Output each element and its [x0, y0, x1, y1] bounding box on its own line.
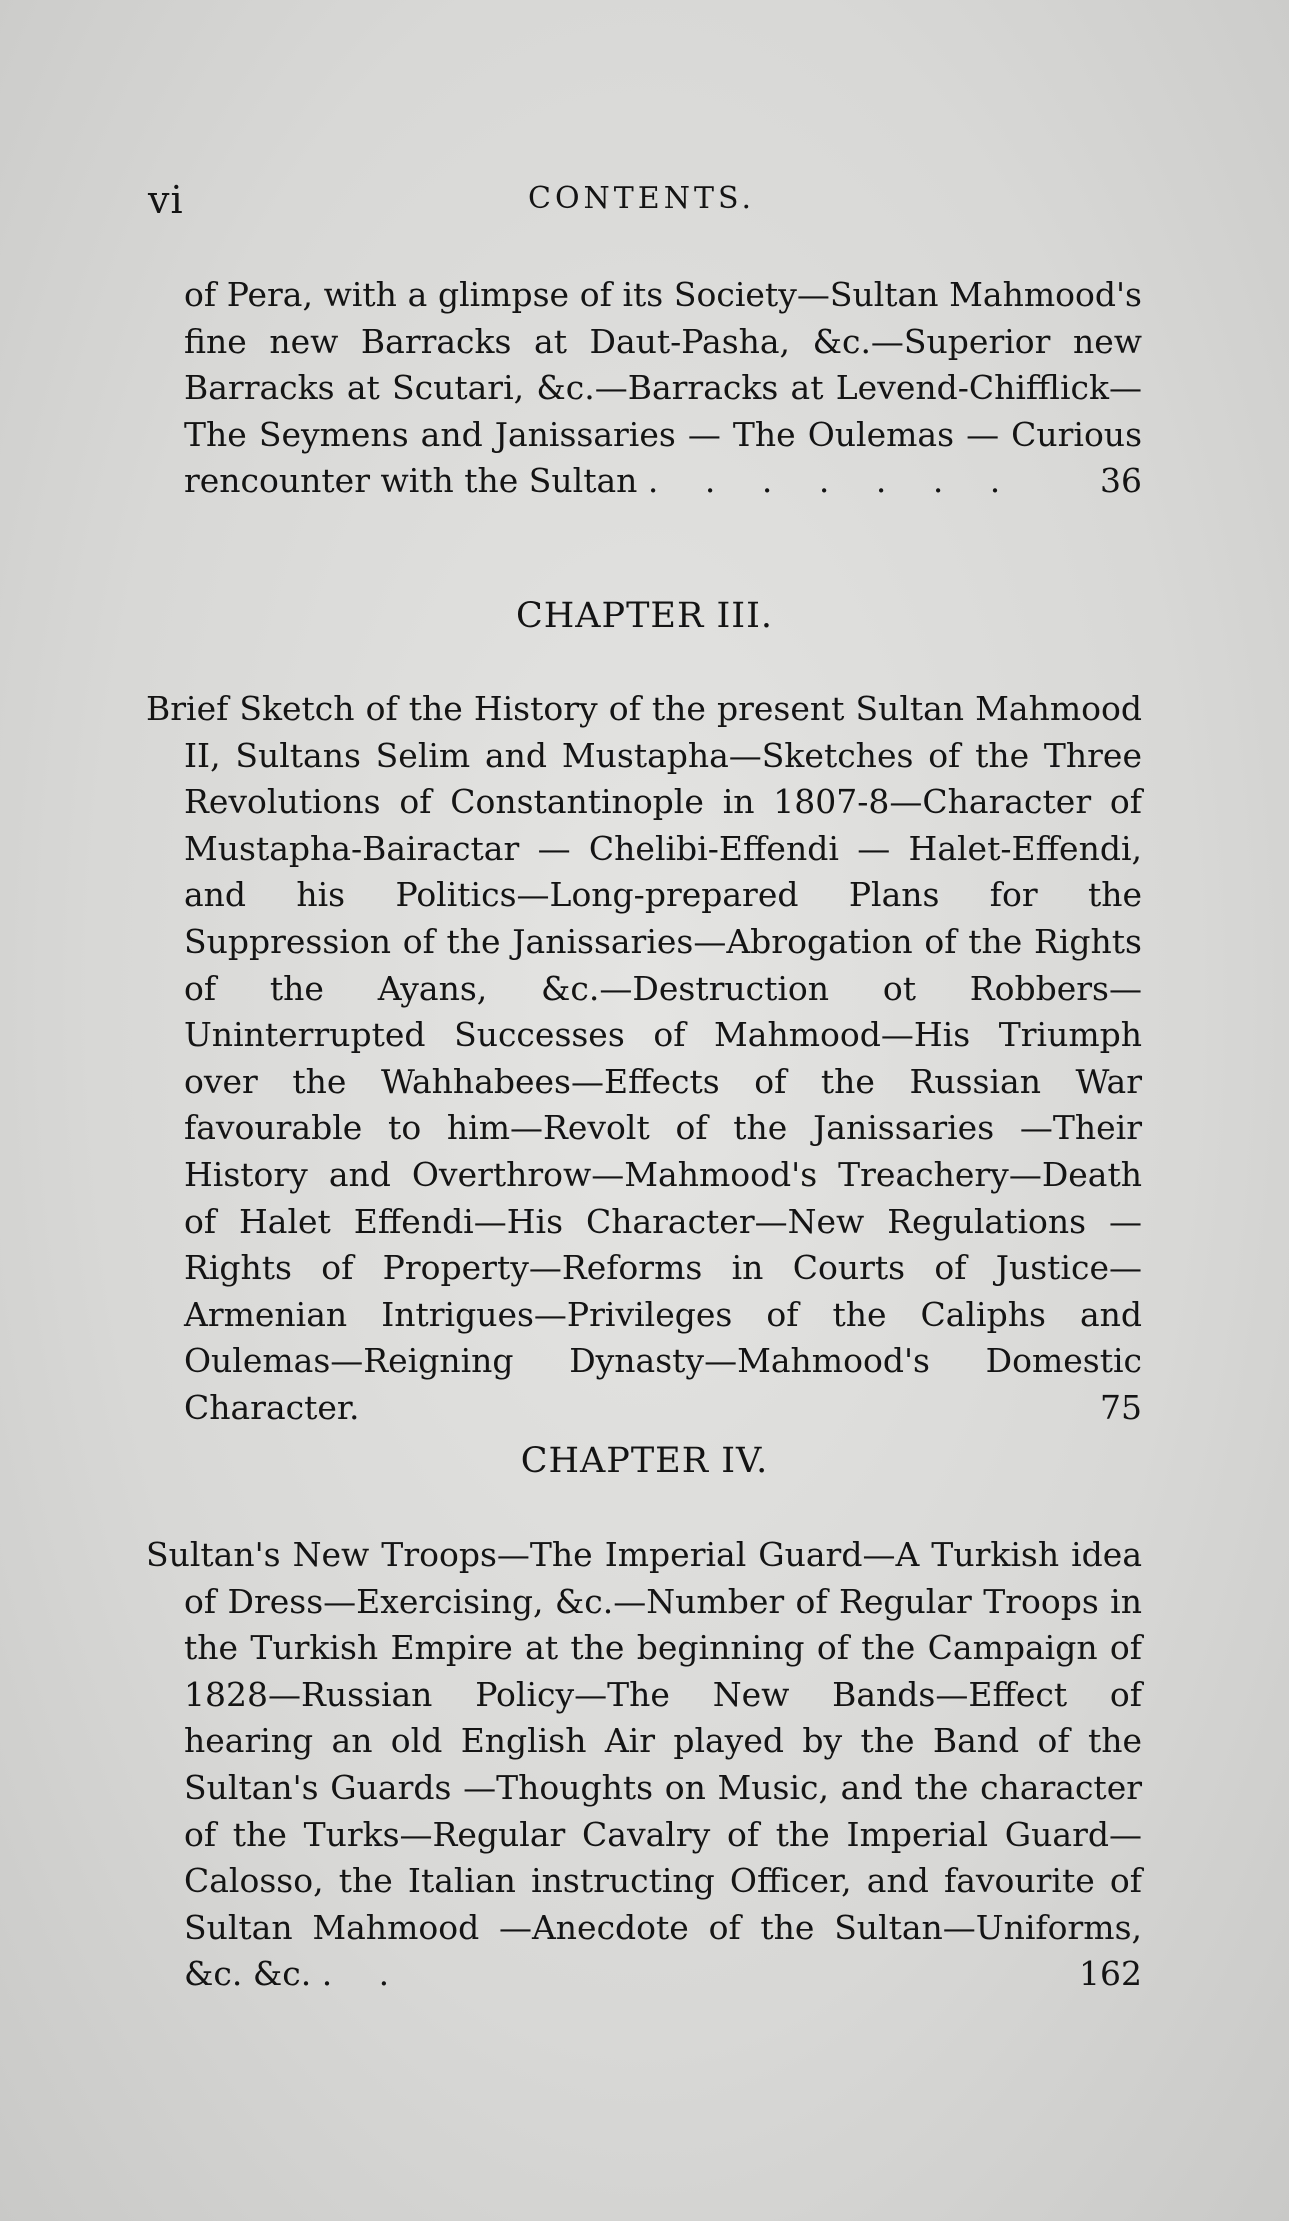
- page-number: vi: [148, 178, 184, 222]
- entry-text: Sultan's New Troops—The Imperial Guard—A Turkish idea of Dress—Exercising, &c.—Number of Regular Troops in the Turkish Empire at the beginning of the Campaign of 1828—Russian Policy—The New Bands—Effect of hearing an old English Air played by the Band of the Sultan's Guards —Thoughts on Music, and the character of the Turks—Regular Cavalry of the Imperial Guard—Calosso, the Italian instructing Officer, and favourite of Sultan Mahmood —Anecdote of the Sultan—Uniforms, &c. &c.: [146, 1535, 1142, 1994]
- entry-text: of Pera, with a glimpse of its Society—Sultan Mahmood's fine new Barracks at Daut-Pasha, &c.—Superior new Barracks at Scutari, &c.—Barracks at Levend-Chifflick—The Seymens and Janissaries — The Oulemas — Curious rencounter with the Sultan: [184, 275, 1142, 501]
- entry-page-number: 75: [1100, 1387, 1142, 1427]
- dot-leader: . .: [321, 1954, 408, 1994]
- dot-leader: . . . . . . .: [647, 461, 1019, 501]
- toc-entry-chapter2-continued: [146, 272, 1142, 505]
- page-header: [148, 178, 1138, 228]
- toc-entry-chapter3: [146, 686, 1142, 1432]
- entry-page-number: 36: [1100, 461, 1142, 501]
- chapter-heading-4: CHAPTER IV.: [520, 1441, 769, 1481]
- entry-text: Brief Sketch of the History of the present Sultan Mahmood II, Sultans Selim and Mustapha—Sketches of the Three Revolutions of Constantinople in 1807-8—Character of Mustapha-Bairactar — Chelibi-Effendi — Halet-Effendi, and his Politics—Long-prepared Plans for the Suppression of the Janissaries—Abrogation of the Rights of the Ayans, &c.—Destruction ot Robbers—Uninterrupted Successes of Mahmood—His Triumph over the Wahhabees—Effects of the Russian War favourable to him—Revolt of the Janissaries —Their History and Overthrow—Mahmood's Treachery—Death of Halet Effendi—His Character—New Regulations —Rights of Property—Reforms in Courts of Justice—Armenian Intrigues—Privileges of the Caliphs and Oulemas—Reigning Dynasty—Mahmood's Domestic Character.: [146, 689, 1142, 1427]
- toc-entry-chapter4: [146, 1532, 1142, 1998]
- running-title: CONTENTS.: [528, 181, 755, 216]
- entry-page-number: 162: [1079, 1954, 1142, 1994]
- chapter-heading-3: CHAPTER III.: [515, 596, 774, 636]
